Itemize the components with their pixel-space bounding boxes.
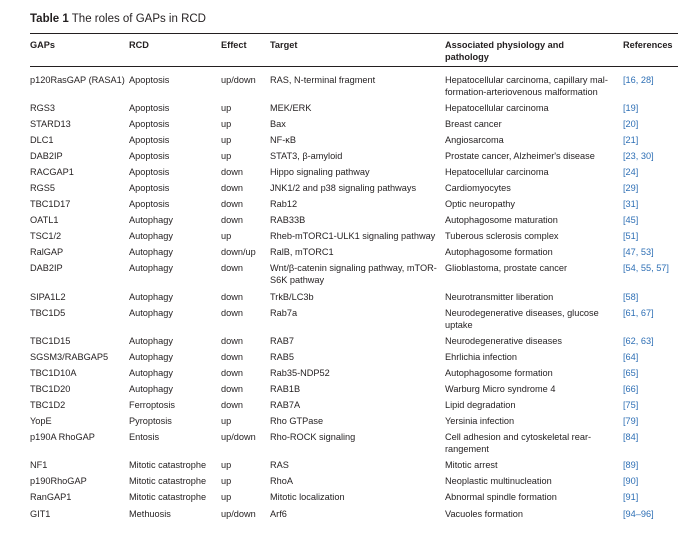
effect-cell: down bbox=[221, 199, 243, 209]
gap-cell: SIPA1L2 bbox=[30, 292, 66, 302]
gap-cell: TBC1D5 bbox=[30, 308, 66, 318]
table-row bbox=[30, 118, 678, 134]
physiology-cell: Tuberous sclerosis complex bbox=[445, 231, 559, 241]
header-rcd: RCD bbox=[129, 40, 149, 50]
effect-cell: up/down bbox=[221, 432, 256, 442]
gap-cell: NF1 bbox=[30, 460, 48, 470]
effect-cell: down bbox=[221, 263, 243, 273]
table-row bbox=[30, 246, 678, 262]
effect-cell: down bbox=[221, 167, 243, 177]
rcd-cell: Apoptosis bbox=[129, 183, 170, 193]
table-row bbox=[30, 351, 678, 367]
table-row bbox=[30, 214, 678, 230]
references-cell[interactable]: [79] bbox=[623, 416, 639, 426]
header-effect: Effect bbox=[221, 40, 247, 50]
target-cell: RAB5 bbox=[270, 352, 295, 362]
references-cell[interactable]: [21] bbox=[623, 135, 639, 145]
caption-text: The roles of GAPs in RCD bbox=[71, 13, 206, 25]
physiology-cell: Cardiomyocytes bbox=[445, 183, 511, 193]
physiology-cell: Neoplastic multinucleation bbox=[445, 476, 552, 486]
effect-cell: up bbox=[221, 231, 232, 241]
table-row bbox=[30, 150, 678, 166]
table-row bbox=[30, 415, 678, 431]
caption-label: Table 1 bbox=[30, 13, 69, 25]
gap-cell: p120RasGAP (RASA1) bbox=[30, 75, 125, 85]
header-target: Target bbox=[270, 40, 298, 50]
physiology-cell: Vacuoles formation bbox=[445, 509, 523, 519]
physiology-cell: Optic neuropathy bbox=[445, 199, 515, 209]
gap-cell: TBC1D20 bbox=[30, 384, 71, 394]
effect-cell: down bbox=[221, 400, 243, 410]
rcd-cell: Autophagy bbox=[129, 368, 173, 378]
references-cell[interactable]: [75] bbox=[623, 400, 639, 410]
physiology-cell: Mitotic arrest bbox=[445, 460, 498, 470]
references-cell[interactable]: [19] bbox=[623, 103, 639, 113]
target-cell: Rheb-mTORC1-ULK1 signaling pathway bbox=[270, 231, 436, 241]
gap-cell: TBC1D15 bbox=[30, 336, 71, 346]
table-row bbox=[30, 291, 678, 307]
table-row bbox=[30, 431, 678, 454]
target-cell: RAB7 bbox=[270, 336, 295, 346]
rcd-cell: Entosis bbox=[129, 432, 160, 442]
target-cell: Bax bbox=[270, 119, 286, 129]
references-cell[interactable]: [23, 30] bbox=[623, 151, 654, 161]
rcd-cell: Methuosis bbox=[129, 509, 171, 519]
references-cell[interactable]: [65] bbox=[623, 368, 639, 378]
target-cell: RAB1B bbox=[270, 384, 301, 394]
rcd-cell: Autophagy bbox=[129, 384, 173, 394]
table-row bbox=[30, 491, 678, 507]
table-row bbox=[30, 134, 678, 150]
table-row bbox=[30, 166, 678, 182]
effect-cell: up/down bbox=[221, 509, 256, 519]
references-cell[interactable]: [20] bbox=[623, 119, 639, 129]
physiology-cell: Cell adhesion and cytoskeletal rear-rangement bbox=[445, 432, 592, 454]
gap-cell: DAB2IP bbox=[30, 151, 63, 161]
references-cell[interactable]: [54, 55, 57] bbox=[623, 263, 669, 273]
target-cell: Rho-ROCK signaling bbox=[270, 432, 356, 442]
target-cell: Rho GTPase bbox=[270, 416, 324, 426]
table-row bbox=[30, 307, 678, 330]
references-cell[interactable]: [24] bbox=[623, 167, 639, 177]
target-cell: Rab7a bbox=[270, 308, 298, 318]
gap-cell: GIT1 bbox=[30, 509, 51, 519]
rcd-cell: Autophagy bbox=[129, 263, 173, 273]
gap-cell: p190RhoGAP bbox=[30, 476, 87, 486]
target-cell: RhoA bbox=[270, 476, 293, 486]
references-cell[interactable]: [62, 63] bbox=[623, 336, 654, 346]
target-cell: Rab12 bbox=[270, 199, 298, 209]
gap-cell: SGSM3/RABGAP5 bbox=[30, 352, 109, 362]
references-cell[interactable]: [45] bbox=[623, 215, 639, 225]
effect-cell: down bbox=[221, 368, 243, 378]
rcd-cell: Autophagy bbox=[129, 215, 173, 225]
references-cell[interactable]: [47, 53] bbox=[623, 247, 654, 257]
gap-cell: RalGAP bbox=[30, 247, 64, 257]
physiology-cell: Warburg Micro syndrome 4 bbox=[445, 384, 556, 394]
target-cell: Hippo signaling pathway bbox=[270, 167, 370, 177]
effect-cell: down bbox=[221, 384, 243, 394]
rcd-cell: Apoptosis bbox=[129, 103, 170, 113]
target-cell: Wnt/β-catenin signaling pathway, mTOR-S6K pathway bbox=[270, 263, 437, 285]
gap-cell: RGS5 bbox=[30, 183, 56, 193]
gap-cell: TBC1D17 bbox=[30, 199, 71, 209]
physiology-cell: Lipid degradation bbox=[445, 400, 516, 410]
effect-cell: up bbox=[221, 103, 232, 113]
header-references: References bbox=[623, 40, 673, 50]
gap-cell: DLC1 bbox=[30, 135, 54, 145]
effect-cell: up bbox=[221, 460, 232, 470]
rcd-cell: Mitotic catastrophe bbox=[129, 476, 207, 486]
gap-cell: YopE bbox=[30, 416, 52, 426]
physiology-cell: Neurodegenerative diseases bbox=[445, 336, 562, 346]
effect-cell: down bbox=[221, 215, 243, 225]
header-rule bbox=[30, 66, 678, 67]
physiology-cell: Autophagosome formation bbox=[445, 247, 553, 257]
gap-cell: TSC1/2 bbox=[30, 231, 62, 241]
rcd-cell: Apoptosis bbox=[129, 75, 170, 85]
table-row bbox=[30, 383, 678, 399]
target-cell: RAS bbox=[270, 460, 289, 470]
rcd-cell: Apoptosis bbox=[129, 151, 170, 161]
rcd-cell: Autophagy bbox=[129, 247, 173, 257]
physiology-cell: Prostate cancer, Alzheimer's disease bbox=[445, 151, 595, 161]
gap-cell: RanGAP1 bbox=[30, 492, 72, 502]
physiology-cell: Hepatocellular carcinoma bbox=[445, 103, 549, 113]
header-physiology: Associated physiology and pathology bbox=[445, 40, 564, 62]
effect-cell: down bbox=[221, 183, 243, 193]
physiology-cell: Breast cancer bbox=[445, 119, 502, 129]
effect-cell: up bbox=[221, 476, 232, 486]
rcd-cell: Apoptosis bbox=[129, 199, 170, 209]
gap-cell: RGS3 bbox=[30, 103, 56, 113]
effect-cell: up bbox=[221, 135, 232, 145]
effect-cell: up bbox=[221, 151, 232, 161]
physiology-cell: Neurotransmitter liberation bbox=[445, 292, 554, 302]
gap-cell: RACGAP1 bbox=[30, 167, 74, 177]
table-row bbox=[30, 335, 678, 351]
gap-cell: p190A RhoGAP bbox=[30, 432, 95, 442]
header-gaps: GAPs bbox=[30, 40, 56, 50]
table-row bbox=[30, 508, 678, 524]
references-cell[interactable]: [84] bbox=[623, 432, 639, 442]
table-row bbox=[30, 475, 678, 491]
effect-cell: down bbox=[221, 352, 243, 362]
references-cell[interactable]: [94–96] bbox=[623, 509, 654, 519]
table-row bbox=[30, 399, 678, 415]
table-caption bbox=[30, 13, 206, 25]
effect-cell: down bbox=[221, 308, 243, 318]
top-rule bbox=[30, 33, 678, 34]
target-cell: MEK/ERK bbox=[270, 103, 312, 113]
physiology-cell: Autophagosome formation bbox=[445, 368, 553, 378]
target-cell: Arf6 bbox=[270, 509, 287, 519]
references-cell[interactable]: [90] bbox=[623, 476, 639, 486]
rcd-cell: Mitotic catastrophe bbox=[129, 460, 207, 470]
rcd-cell: Mitotic catastrophe bbox=[129, 492, 207, 502]
physiology-cell: Angiosarcoma bbox=[445, 135, 504, 145]
target-cell: NF-κB bbox=[270, 135, 297, 145]
rcd-cell: Ferroptosis bbox=[129, 400, 175, 410]
gap-cell: DAB2IP bbox=[30, 263, 63, 273]
target-cell: Rab35-NDP52 bbox=[270, 368, 330, 378]
rcd-cell: Autophagy bbox=[129, 352, 173, 362]
target-cell: RAS, N-terminal fragment bbox=[270, 75, 376, 85]
table-row bbox=[30, 262, 678, 285]
physiology-cell: Ehrlichia infection bbox=[445, 352, 518, 362]
table-row bbox=[30, 74, 678, 97]
references-cell[interactable]: [31] bbox=[623, 199, 639, 209]
effect-cell: down/up bbox=[221, 247, 256, 257]
references-cell[interactable]: [89] bbox=[623, 460, 639, 470]
rcd-cell: Apoptosis bbox=[129, 135, 170, 145]
target-cell: TrkB/LC3b bbox=[270, 292, 314, 302]
target-cell: Mitotic localization bbox=[270, 492, 345, 502]
rcd-cell: Autophagy bbox=[129, 336, 173, 346]
rcd-cell: Autophagy bbox=[129, 292, 173, 302]
target-cell: RalB, mTORC1 bbox=[270, 247, 334, 257]
effect-cell: up/down bbox=[221, 75, 256, 85]
physiology-cell: Yersinia infection bbox=[445, 416, 515, 426]
references-cell[interactable]: [91] bbox=[623, 492, 639, 502]
physiology-cell: Autophagosome maturation bbox=[445, 215, 558, 225]
table-row bbox=[30, 367, 678, 383]
target-cell: STAT3, β-amyloid bbox=[270, 151, 343, 161]
effect-cell: up bbox=[221, 416, 232, 426]
gap-cell: TBC1D2 bbox=[30, 400, 66, 410]
rcd-cell: Apoptosis bbox=[129, 167, 170, 177]
references-cell[interactable]: [66] bbox=[623, 384, 639, 394]
rcd-cell: Autophagy bbox=[129, 231, 173, 241]
references-cell[interactable]: [51] bbox=[623, 231, 639, 241]
rcd-cell: Pyroptosis bbox=[129, 416, 172, 426]
physiology-cell: Glioblastoma, prostate cancer bbox=[445, 263, 568, 273]
references-cell[interactable]: [16, 28] bbox=[623, 75, 654, 85]
effect-cell: down bbox=[221, 336, 243, 346]
gap-cell: TBC1D10A bbox=[30, 368, 77, 378]
references-cell[interactable]: [29] bbox=[623, 183, 639, 193]
references-cell[interactable]: [58] bbox=[623, 292, 639, 302]
physiology-cell: Hepatocellular carcinoma bbox=[445, 167, 549, 177]
target-cell: RAB33B bbox=[270, 215, 306, 225]
table-row bbox=[30, 198, 678, 214]
effect-cell: up bbox=[221, 119, 232, 129]
gap-cell: STARD13 bbox=[30, 119, 71, 129]
table-row bbox=[30, 182, 678, 198]
references-cell[interactable]: [61, 67] bbox=[623, 308, 654, 318]
gap-cell: OATL1 bbox=[30, 215, 59, 225]
target-cell: RAB7A bbox=[270, 400, 301, 410]
effect-cell: up bbox=[221, 492, 232, 502]
target-cell: JNK1/2 and p38 signaling pathways bbox=[270, 183, 417, 193]
physiology-cell: Neurodegenerative diseases, glucose uptake bbox=[445, 308, 599, 330]
table-row bbox=[30, 230, 678, 246]
rcd-cell: Apoptosis bbox=[129, 119, 170, 129]
effect-cell: down bbox=[221, 292, 243, 302]
table-row bbox=[30, 459, 678, 475]
rcd-cell: Autophagy bbox=[129, 308, 173, 318]
table-row bbox=[30, 102, 678, 118]
physiology-cell: Abnormal spindle formation bbox=[445, 492, 557, 502]
physiology-cell: Hepatocellular carcinoma, capillary mal-formation-arteriovenous malformation bbox=[445, 75, 608, 97]
references-cell[interactable]: [64] bbox=[623, 352, 639, 362]
